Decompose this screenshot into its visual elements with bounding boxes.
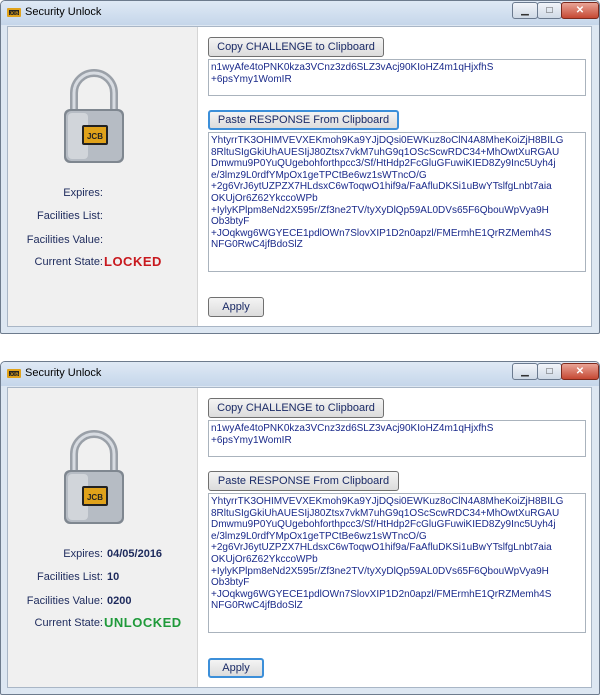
minimize-button[interactable] — [512, 363, 538, 380]
facilities-list-label: Facilities List: — [36, 210, 103, 222]
minimize-icon: ▁ — [521, 5, 529, 16]
response-line: YhtyrrTK3OHIMVEVXEKmoh9Ka9YJjDQsi0EWKuz8oClN4A8MheKoiZjH8BILG — [211, 496, 564, 507]
status-panel — [8, 388, 197, 687]
response-line: +IylyKPlpm8eNd2X595r/Zf3ne2TV/tyXyDlQp59AL0DVs65F6QbouWpVya9H — [211, 204, 549, 216]
paste-response-button[interactable]: Paste RESPONSE From Clipboard — [208, 110, 399, 130]
svg-text:JCB: JCB — [86, 493, 104, 502]
current-state-value: UNLOCKED — [104, 615, 182, 630]
copy-challenge-button[interactable]: Copy CHALLENGE to Clipboard — [208, 398, 384, 418]
facilities-value-value: 0200 — [107, 595, 132, 607]
challenge-line: n1wyAfe4toPNK0kza3VCnz3zd6SLZ3vAcj90KIoHZ4m1qHjxfhS — [211, 423, 494, 434]
security-unlock-window-unlocked — [0, 361, 600, 695]
response-line: e/3lmz9L0rdfYMpOx1geTPCtBe6wz1sWTncO/G — [211, 530, 427, 542]
maximize-icon: □ — [546, 5, 553, 16]
challenge-textbox[interactable] — [208, 420, 586, 457]
expires-label: Expires: — [63, 187, 103, 199]
status-panel — [8, 27, 197, 326]
response-line: +2g6VrJ6ytUZPZX7HLdsxC6wToqwO1hif9a/FaAfluDKSi1uBwYTslfgLnbt7aia — [211, 181, 552, 193]
window-title: Security Unlock — [25, 367, 102, 379]
facilities-list-label: Facilities List: — [36, 571, 103, 583]
response-line: Dmwmu9P0YuQUgebohforthpcc3/Sf/HtHdp2FcGluGFuwiKIED8Zy9Inc5Uyh4j — [211, 158, 556, 170]
expires-label: Expires: — [63, 548, 103, 560]
challenge-line: +6psYmy1WomIR — [211, 434, 292, 446]
close-button[interactable] — [561, 363, 599, 380]
challenge-line: n1wyAfe4toPNK0kza3VCnz3zd6SLZ3vAcj90KIoHZ4m1qHjxfhS — [211, 62, 494, 73]
window-title: Security Unlock — [25, 6, 102, 18]
response-line: e/3lmz9L0rdfYMpOx1geTPCtBe6wz1sWTncO/G — [211, 169, 427, 181]
apply-button[interactable]: Apply — [208, 297, 264, 317]
title-bar[interactable] — [1, 362, 599, 386]
response-line: Dmwmu9P0YuQUgebohforthpcc3/Sf/HtHdp2FcGluGFuwiKIED8Zy9Inc5Uyh4j — [211, 519, 556, 531]
title-bar[interactable] — [1, 1, 599, 25]
response-line: OKUjOr6Z62YkccoWPb — [211, 553, 318, 565]
dialog-client-area — [7, 26, 592, 327]
app-icon — [7, 6, 21, 18]
challenge-response-panel — [197, 388, 591, 687]
maximize-button[interactable] — [537, 363, 562, 380]
challenge-textbox[interactable] — [208, 59, 586, 96]
apply-button[interactable]: Apply — [208, 658, 264, 678]
svg-text:JCB: JCB — [86, 132, 104, 141]
response-line: Ob3btyF — [211, 577, 250, 589]
current-state-label: Current State: — [34, 617, 103, 629]
expires-value: 04/05/2016 — [107, 548, 163, 560]
response-line: 8RltuSIgGkiUhAUESIjJ80Ztsx7vkM7uhG9q1OScScwRDC34+MhOwtXuRGAU — [211, 507, 560, 519]
response-textbox[interactable] — [208, 132, 586, 272]
maximize-icon: □ — [546, 366, 553, 377]
response-line: +JOqkwg6WGYECE1pdlOWn7SlovXIP1D2n0apzl/FMErmhE1QrRZMemh4S — [211, 588, 552, 600]
response-line: NFG0RwC4jfBdoSlZ — [211, 600, 303, 612]
current-state-value: LOCKED — [104, 254, 162, 269]
response-line: +JOqkwg6WGYECE1pdlOWn7SlovXIP1D2n0apzl/FMErmhE1QrRZMemh4S — [211, 227, 552, 239]
paste-response-button[interactable]: Paste RESPONSE From Clipboard — [208, 471, 399, 491]
minimize-button[interactable] — [512, 2, 538, 19]
challenge-response-panel — [197, 27, 591, 326]
facilities-value-label: Facilities Value: — [26, 595, 103, 607]
facilities-value-label: Facilities Value: — [26, 234, 103, 246]
response-line: YhtyrrTK3OHIMVEVXEKmoh9Ka9YJjDQsi0EWKuz8oClN4A8MheKoiZjH8BILG — [211, 135, 564, 146]
facilities-list-value: 10 — [107, 571, 120, 583]
dialog-client-area — [7, 387, 592, 688]
padlock-locked-icon — [60, 65, 128, 165]
padlock-locked-icon — [60, 426, 128, 526]
close-icon: ✕ — [575, 366, 585, 377]
response-line: 8RltuSIgGkiUhAUESIjJ80Ztsx7vkM7uhG9q1OScScwRDC34+MhOwtXuRGAU — [211, 146, 560, 158]
response-line: Ob3btyF — [211, 216, 250, 228]
response-line: +IylyKPlpm8eNd2X595r/Zf3ne2TV/tyXyDlQp59AL0DVs65F6QbouWpVya9H — [211, 565, 549, 577]
app-icon — [7, 367, 21, 379]
challenge-line: +6psYmy1WomIR — [211, 73, 292, 85]
minimize-icon: ▁ — [521, 366, 529, 377]
response-line: NFG0RwC4jfBdoSlZ — [211, 239, 303, 251]
response-line: +2g6VrJ6ytUZPZX7HLdsxC6wToqwO1hif9a/FaAfluDKSi1uBwYTslfgLnbt7aia — [211, 542, 552, 554]
response-textbox[interactable] — [208, 493, 586, 633]
current-state-label: Current State: — [34, 256, 103, 268]
response-line: OKUjOr6Z62YkccoWPb — [211, 192, 318, 204]
maximize-button[interactable] — [537, 2, 562, 19]
security-unlock-window-locked — [0, 0, 600, 334]
copy-challenge-button[interactable]: Copy CHALLENGE to Clipboard — [208, 37, 384, 57]
close-icon: ✕ — [575, 5, 585, 16]
svg-text:JCB: JCB — [9, 371, 19, 377]
svg-text:JCB: JCB — [9, 10, 19, 16]
close-button[interactable] — [561, 2, 599, 19]
